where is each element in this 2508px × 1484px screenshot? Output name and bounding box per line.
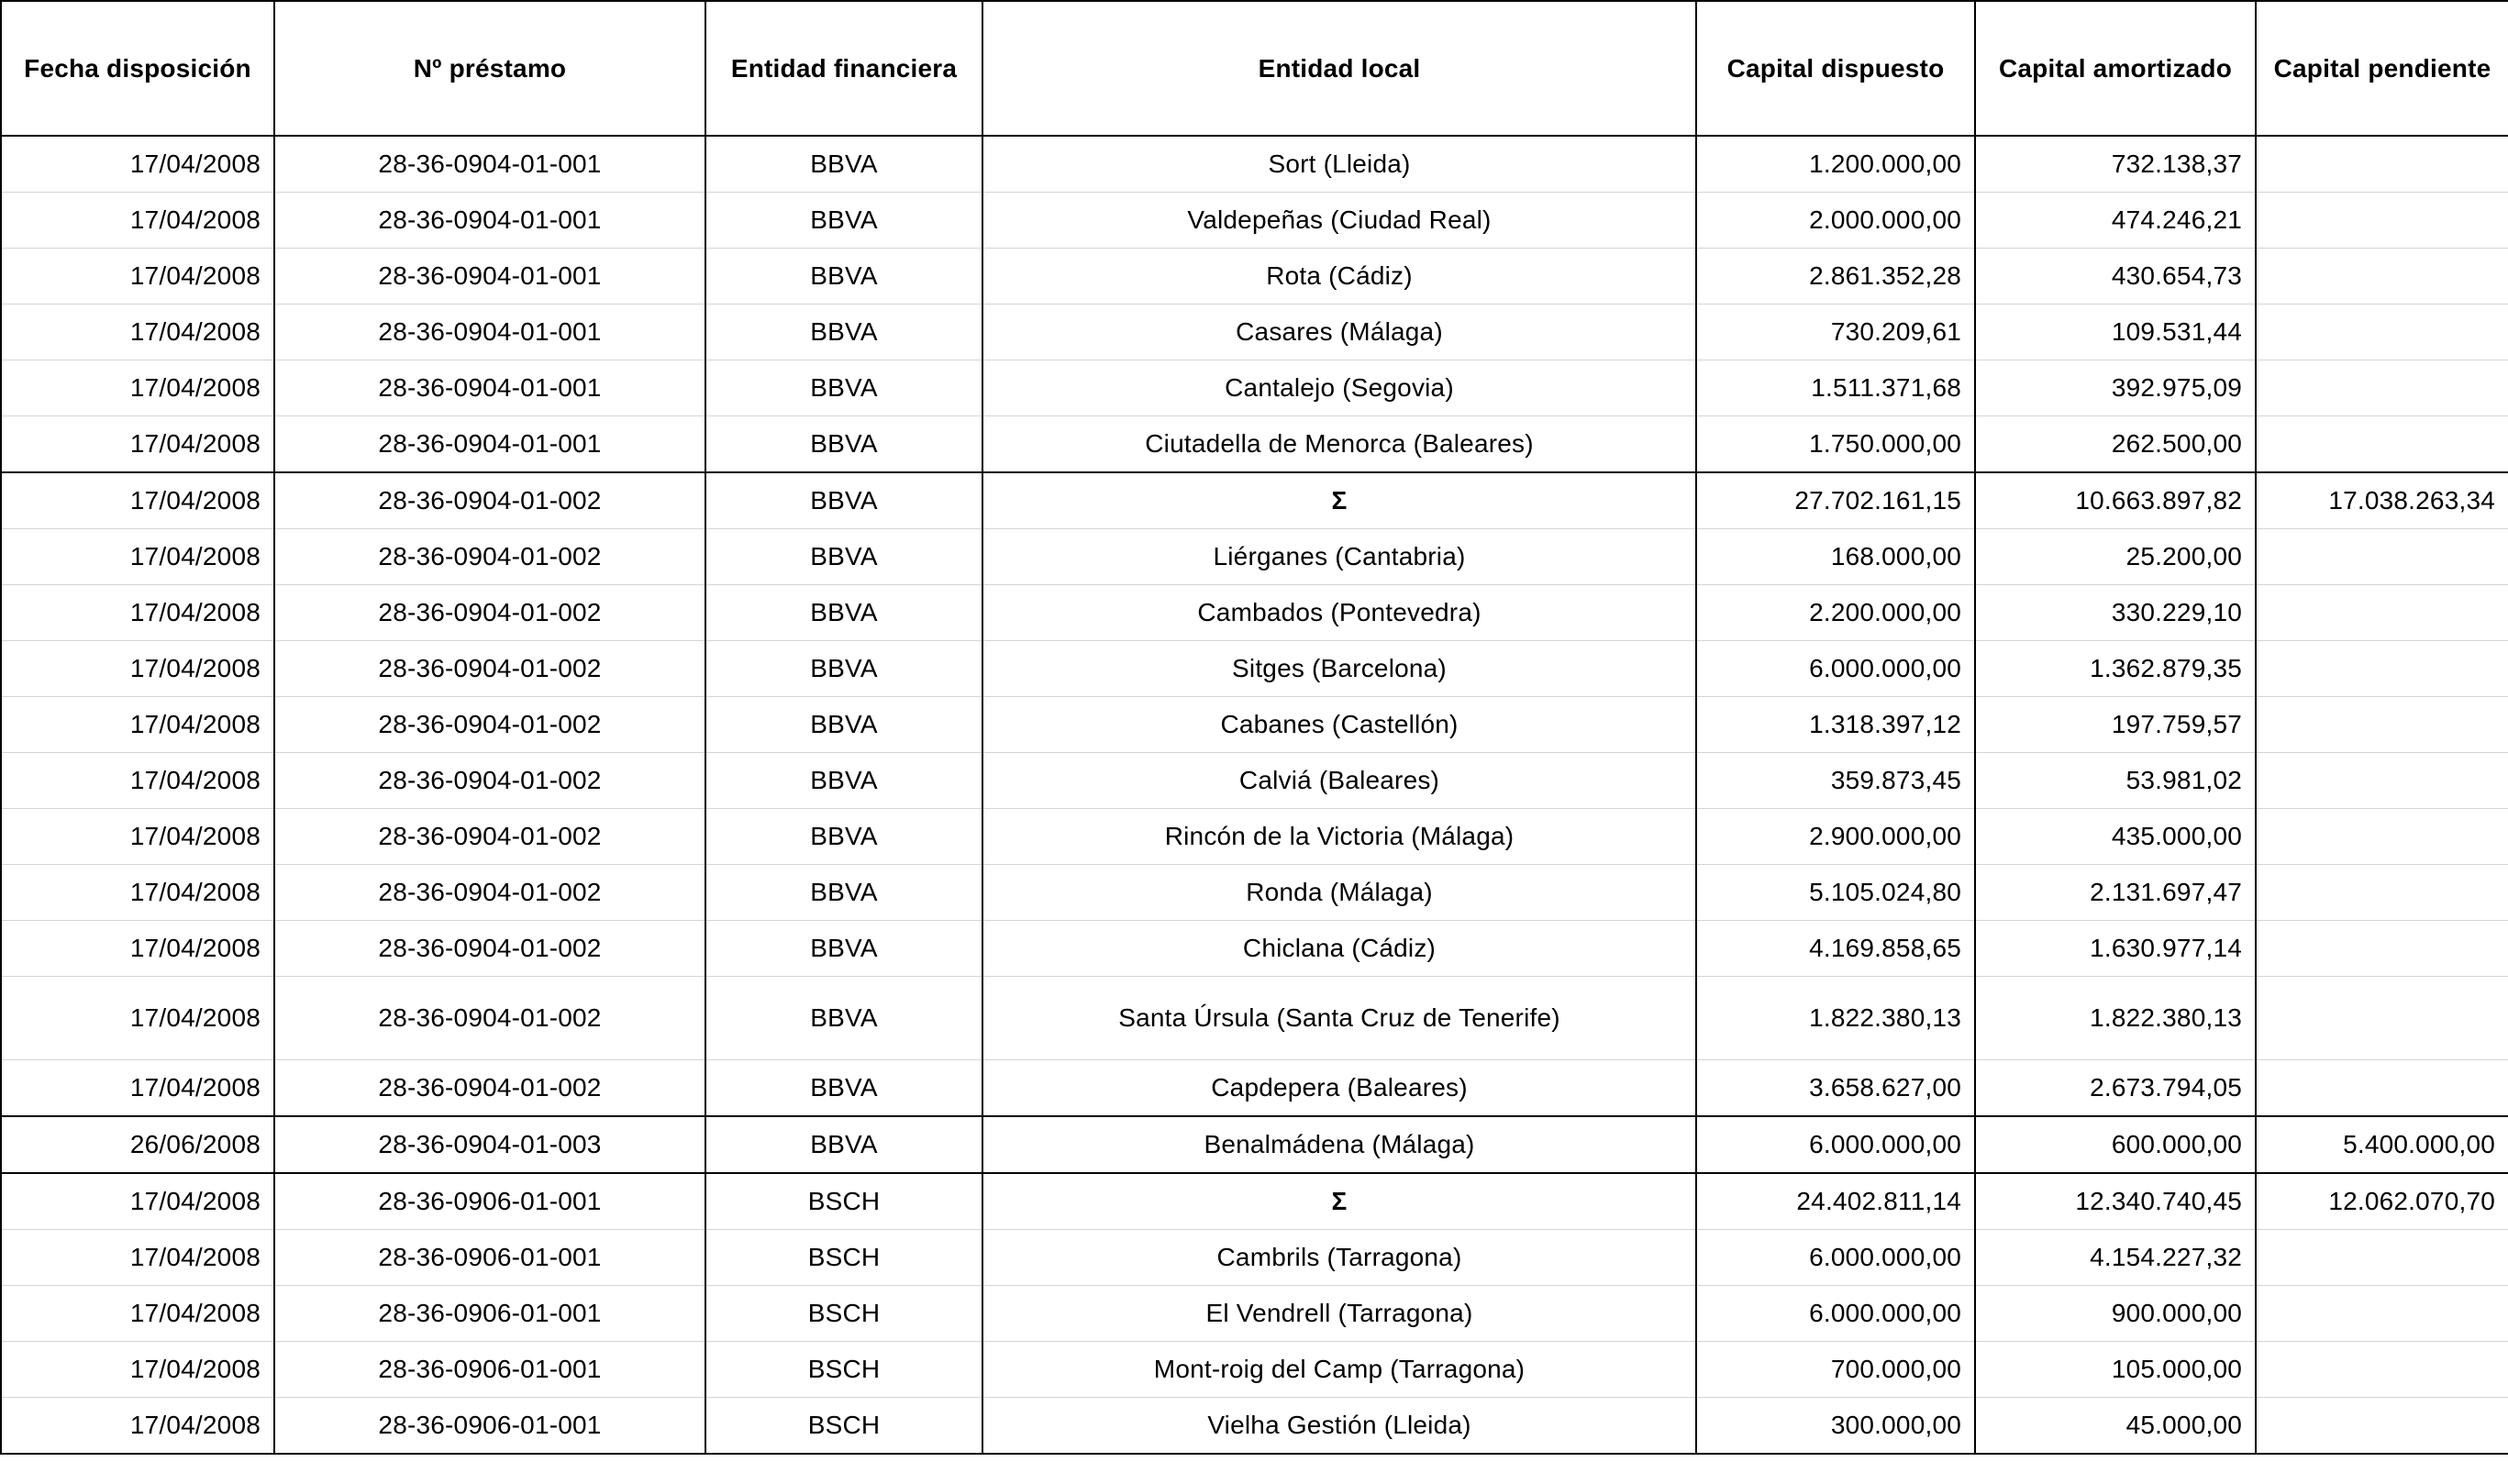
cell-entidad: BSCH (705, 1342, 982, 1398)
cell-amortizado: 474.246,21 (1975, 193, 2256, 249)
cell-amortizado: 12.340.740,45 (1975, 1173, 2256, 1230)
table-row (1, 1286, 2508, 1342)
table-row (1, 1342, 2508, 1398)
cell-dispuesto: 168.000,00 (1696, 529, 1975, 585)
sum-symbol: Σ (982, 472, 1696, 529)
cell-pendiente (2256, 1286, 2508, 1342)
cell-prestamo: 28-36-0904-01-002 (274, 1060, 705, 1117)
cell-amortizado: 197.759,57 (1975, 697, 2256, 753)
cell-local: Rota (Cádiz) (982, 249, 1696, 305)
cell-entidad: BBVA (705, 1116, 982, 1173)
cell-pendiente (2256, 136, 2508, 193)
table-row (1, 753, 2508, 809)
cell-prestamo: 28-36-0904-01-002 (274, 921, 705, 977)
cell-amortizado: 430.654,73 (1975, 249, 2256, 305)
sum-symbol: Σ (982, 1173, 1696, 1230)
cell-prestamo: 28-36-0904-01-002 (274, 753, 705, 809)
table-row (1, 641, 2508, 697)
cell-local: Vielha Gestión (Lleida) (982, 1398, 1696, 1455)
cell-dispuesto: 1.822.380,13 (1696, 977, 1975, 1060)
cell-entidad: BBVA (705, 585, 982, 641)
table-row (1, 921, 2508, 977)
table-row (1, 585, 2508, 641)
cell-local: Benalmádena (Málaga) (982, 1116, 1696, 1173)
cell-pendiente (2256, 360, 2508, 416)
cell-entidad: BBVA (705, 360, 982, 416)
cell-prestamo: 28-36-0906-01-001 (274, 1173, 705, 1230)
cell-prestamo: 28-36-0904-01-002 (274, 697, 705, 753)
cell-fecha: 17/04/2008 (1, 697, 274, 753)
cell-prestamo: 28-36-0904-01-002 (274, 809, 705, 865)
cell-fecha: 17/04/2008 (1, 1398, 274, 1455)
cell-prestamo: 28-36-0904-01-002 (274, 977, 705, 1060)
cell-dispuesto: 6.000.000,00 (1696, 1116, 1975, 1173)
table-row (1, 305, 2508, 360)
cell-prestamo: 28-36-0904-01-002 (274, 472, 705, 529)
cell-fecha: 17/04/2008 (1, 1230, 274, 1286)
cell-fecha: 17/04/2008 (1, 641, 274, 697)
header-entidad-financiera: Entidad financiera (705, 1, 982, 136)
cell-amortizado: 392.975,09 (1975, 360, 2256, 416)
table-row-total (1, 1173, 2508, 1230)
cell-amortizado: 330.229,10 (1975, 585, 2256, 641)
cell-entidad: BBVA (705, 697, 982, 753)
header-entidad-local: Entidad local (982, 1, 1696, 136)
table-header (1, 1, 2508, 136)
cell-dispuesto: 4.169.858,65 (1696, 921, 1975, 977)
cell-dispuesto: 24.402.811,14 (1696, 1173, 1975, 1230)
header-capital-pendiente: Capital pendiente (2256, 1, 2508, 136)
cell-entidad: BBVA (705, 249, 982, 305)
cell-local: Sitges (Barcelona) (982, 641, 1696, 697)
cell-fecha: 17/04/2008 (1, 249, 274, 305)
cell-fecha: 17/04/2008 (1, 1060, 274, 1117)
cell-entidad: BBVA (705, 809, 982, 865)
cell-fecha: 17/04/2008 (1, 585, 274, 641)
cell-pendiente (2256, 249, 2508, 305)
cell-dispuesto: 1.750.000,00 (1696, 416, 1975, 473)
cell-amortizado: 105.000,00 (1975, 1342, 2256, 1398)
table-row (1, 1060, 2508, 1117)
cell-local: Capdepera (Baleares) (982, 1060, 1696, 1117)
table-row (1, 697, 2508, 753)
table-row (1, 1116, 2508, 1173)
cell-fecha: 17/04/2008 (1, 360, 274, 416)
cell-entidad: BSCH (705, 1398, 982, 1455)
cell-prestamo: 28-36-0904-01-001 (274, 193, 705, 249)
cell-fecha: 17/04/2008 (1, 305, 274, 360)
table-row (1, 1398, 2508, 1455)
cell-fecha: 17/04/2008 (1, 472, 274, 529)
cell-dispuesto: 300.000,00 (1696, 1398, 1975, 1455)
cell-prestamo: 28-36-0904-01-002 (274, 585, 705, 641)
cell-amortizado: 2.673.794,05 (1975, 1060, 2256, 1117)
cell-prestamo: 28-36-0904-01-002 (274, 865, 705, 921)
table-row (1, 360, 2508, 416)
cell-dispuesto: 1.511.371,68 (1696, 360, 1975, 416)
cell-fecha: 17/04/2008 (1, 1286, 274, 1342)
cell-entidad: BBVA (705, 753, 982, 809)
cell-local: Sort (Lleida) (982, 136, 1696, 193)
cell-entidad: BBVA (705, 865, 982, 921)
cell-amortizado: 53.981,02 (1975, 753, 2256, 809)
cell-fecha: 17/04/2008 (1, 809, 274, 865)
cell-entidad: BBVA (705, 416, 982, 473)
cell-entidad: BSCH (705, 1173, 982, 1230)
cell-amortizado: 1.362.879,35 (1975, 641, 2256, 697)
cell-entidad: BBVA (705, 472, 982, 529)
table-row (1, 1230, 2508, 1286)
cell-amortizado: 732.138,37 (1975, 136, 2256, 193)
cell-fecha: 17/04/2008 (1, 753, 274, 809)
header-capital-amortizado: Capital amortizado (1975, 1, 2256, 136)
cell-dispuesto: 6.000.000,00 (1696, 1286, 1975, 1342)
cell-local: Rincón de la Victoria (Málaga) (982, 809, 1696, 865)
cell-dispuesto: 5.105.024,80 (1696, 865, 1975, 921)
cell-pendiente (2256, 1398, 2508, 1455)
cell-pendiente (2256, 809, 2508, 865)
cell-amortizado: 10.663.897,82 (1975, 472, 2256, 529)
cell-pendiente: 17.038.263,34 (2256, 472, 2508, 529)
cell-amortizado: 600.000,00 (1975, 1116, 2256, 1173)
cell-pendiente (2256, 193, 2508, 249)
table-row (1, 136, 2508, 193)
cell-local: El Vendrell (Tarragona) (982, 1286, 1696, 1342)
cell-dispuesto: 2.861.352,28 (1696, 249, 1975, 305)
cell-local: Ciutadella de Menorca (Baleares) (982, 416, 1696, 473)
cell-entidad: BBVA (705, 529, 982, 585)
cell-fecha: 17/04/2008 (1, 1342, 274, 1398)
cell-entidad: BBVA (705, 641, 982, 697)
cell-local: Mont-roig del Camp (Tarragona) (982, 1342, 1696, 1398)
cell-prestamo: 28-36-0906-01-001 (274, 1398, 705, 1455)
cell-entidad: BBVA (705, 977, 982, 1060)
cell-local: Calviá (Baleares) (982, 753, 1696, 809)
cell-local: Cabanes (Castellón) (982, 697, 1696, 753)
cell-dispuesto: 730.209,61 (1696, 305, 1975, 360)
cell-amortizado: 1.630.977,14 (1975, 921, 2256, 977)
cell-pendiente (2256, 865, 2508, 921)
table-row (1, 193, 2508, 249)
cell-dispuesto: 2.000.000,00 (1696, 193, 1975, 249)
cell-local: Chiclana (Cádiz) (982, 921, 1696, 977)
cell-prestamo: 28-36-0904-01-001 (274, 360, 705, 416)
cell-entidad: BSCH (705, 1230, 982, 1286)
cell-amortizado: 262.500,00 (1975, 416, 2256, 473)
cell-local: Casares (Málaga) (982, 305, 1696, 360)
cell-prestamo: 28-36-0904-01-001 (274, 249, 705, 305)
cell-prestamo: 28-36-0904-01-002 (274, 641, 705, 697)
cell-dispuesto: 27.702.161,15 (1696, 472, 1975, 529)
cell-prestamo: 28-36-0904-01-002 (274, 529, 705, 585)
cell-dispuesto: 700.000,00 (1696, 1342, 1975, 1398)
cell-entidad: BBVA (705, 136, 982, 193)
cell-fecha: 17/04/2008 (1, 921, 274, 977)
cell-dispuesto: 2.900.000,00 (1696, 809, 1975, 865)
table-row (1, 977, 2508, 1060)
cell-pendiente (2256, 416, 2508, 473)
cell-prestamo: 28-36-0906-01-001 (274, 1286, 705, 1342)
cell-amortizado: 900.000,00 (1975, 1286, 2256, 1342)
cell-dispuesto: 6.000.000,00 (1696, 1230, 1975, 1286)
cell-pendiente (2256, 753, 2508, 809)
cell-dispuesto: 6.000.000,00 (1696, 641, 1975, 697)
cell-amortizado: 45.000,00 (1975, 1398, 2256, 1455)
cell-pendiente (2256, 977, 2508, 1060)
cell-pendiente (2256, 921, 2508, 977)
cell-pendiente (2256, 1342, 2508, 1398)
table-body (1, 136, 2508, 1454)
cell-local: Liérganes (Cantabria) (982, 529, 1696, 585)
cell-amortizado: 4.154.227,32 (1975, 1230, 2256, 1286)
cell-pendiente (2256, 641, 2508, 697)
cell-entidad: BBVA (705, 921, 982, 977)
table-row (1, 809, 2508, 865)
cell-dispuesto: 3.658.627,00 (1696, 1060, 1975, 1117)
cell-entidad: BBVA (705, 1060, 982, 1117)
cell-amortizado: 1.822.380,13 (1975, 977, 2256, 1060)
cell-entidad: BBVA (705, 305, 982, 360)
cell-fecha: 17/04/2008 (1, 865, 274, 921)
cell-fecha: 26/06/2008 (1, 1116, 274, 1173)
cell-pendiente (2256, 585, 2508, 641)
cell-fecha: 17/04/2008 (1, 136, 274, 193)
cell-amortizado: 25.200,00 (1975, 529, 2256, 585)
cell-pendiente (2256, 697, 2508, 753)
cell-prestamo: 28-36-0904-01-001 (274, 416, 705, 473)
cell-pendiente (2256, 305, 2508, 360)
cell-pendiente (2256, 1060, 2508, 1117)
cell-fecha: 17/04/2008 (1, 416, 274, 473)
cell-entidad: BSCH (705, 1286, 982, 1342)
header-prestamo: Nº préstamo (274, 1, 705, 136)
cell-prestamo: 28-36-0904-01-001 (274, 305, 705, 360)
cell-prestamo: 28-36-0906-01-001 (274, 1230, 705, 1286)
cell-prestamo: 28-36-0904-01-003 (274, 1116, 705, 1173)
cell-fecha: 17/04/2008 (1, 529, 274, 585)
cell-dispuesto: 1.318.397,12 (1696, 697, 1975, 753)
cell-local: Cantalejo (Segovia) (982, 360, 1696, 416)
table-row (1, 416, 2508, 473)
cell-dispuesto: 1.200.000,00 (1696, 136, 1975, 193)
cell-fecha: 17/04/2008 (1, 193, 274, 249)
cell-pendiente (2256, 529, 2508, 585)
cell-entidad: BBVA (705, 193, 982, 249)
header-capital-dispuesto: Capital dispuesto (1696, 1, 1975, 136)
table-row (1, 249, 2508, 305)
table-row (1, 865, 2508, 921)
cell-dispuesto: 2.200.000,00 (1696, 585, 1975, 641)
cell-fecha: 17/04/2008 (1, 977, 274, 1060)
cell-amortizado: 435.000,00 (1975, 809, 2256, 865)
cell-dispuesto: 359.873,45 (1696, 753, 1975, 809)
header-row (1, 1, 2508, 136)
cell-local: Santa Úrsula (Santa Cruz de Tenerife) (982, 977, 1696, 1060)
cell-amortizado: 109.531,44 (1975, 305, 2256, 360)
cell-amortizado: 2.131.697,47 (1975, 865, 2256, 921)
header-fecha: Fecha disposición (1, 1, 274, 136)
table-row-total (1, 472, 2508, 529)
cell-local: Valdepeñas (Ciudad Real) (982, 193, 1696, 249)
cell-local: Cambrils (Tarragona) (982, 1230, 1696, 1286)
table-row (1, 529, 2508, 585)
cell-prestamo: 28-36-0904-01-001 (274, 136, 705, 193)
cell-local: Ronda (Málaga) (982, 865, 1696, 921)
cell-pendiente: 12.062.070,70 (2256, 1173, 2508, 1230)
cell-fecha: 17/04/2008 (1, 1173, 274, 1230)
cell-local: Cambados (Pontevedra) (982, 585, 1696, 641)
cell-prestamo: 28-36-0906-01-001 (274, 1342, 705, 1398)
cell-pendiente: 5.400.000,00 (2256, 1116, 2508, 1173)
cell-pendiente (2256, 1230, 2508, 1286)
